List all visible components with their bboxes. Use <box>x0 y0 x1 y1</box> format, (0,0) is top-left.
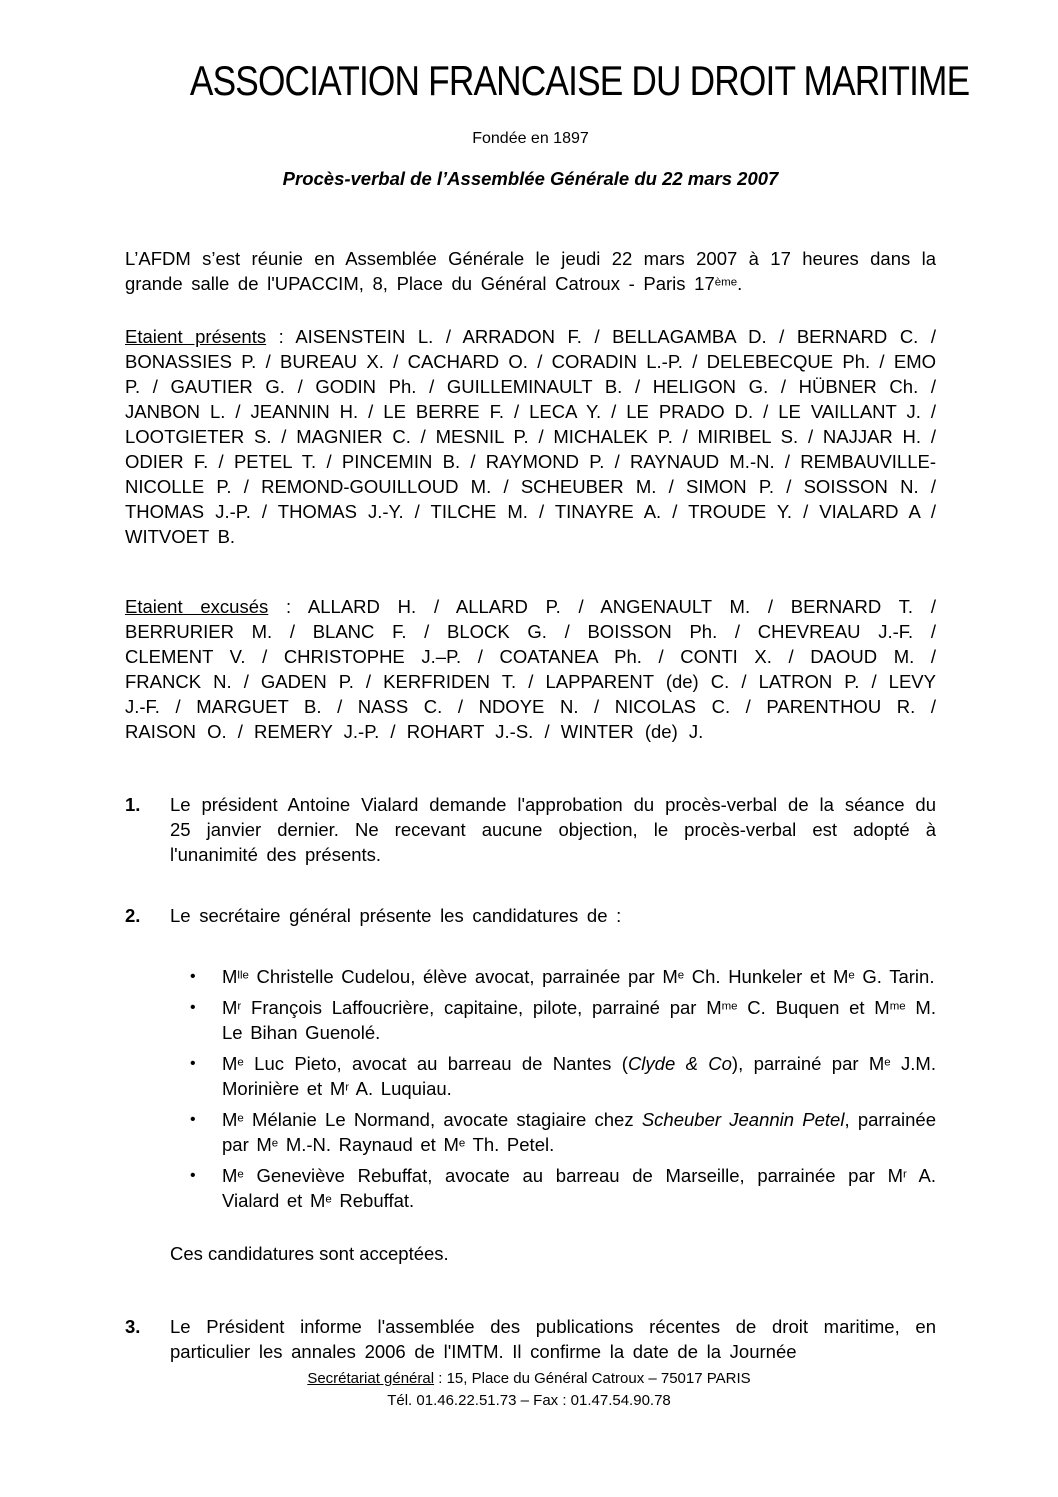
item-number: 1. <box>125 794 141 815</box>
agenda-item-2 <box>125 903 936 928</box>
candidate-text: $M^r$ François Laffoucrière, capitaine, pilote, parrainé par $M^{me}$ C. Buquen et $M^{me}$ M. Le Bihan Guenolé. <box>222 997 936 1043</box>
item-text: Le secrétaire général présente les candidatures de : <box>170 905 622 926</box>
item-text: Le président Antoine Vialard demande l'approbation du procès-verbal de la séance du 25 janvier dernier. Ne recevant aucune objection, le procès-verbal est adopté à l'unanimité des présents. <box>170 794 936 865</box>
acceptance-paragraph: Ces candidatures sont acceptées. <box>170 1243 449 1264</box>
agenda-item-3 <box>125 1314 936 1364</box>
candidate-item <box>190 1163 936 1213</box>
candidate-text: $M^{lle}$ Christelle Cudelou, élève avocat, parrainée par Me Ch. Hunkeler et Me G. Tarin. <box>222 966 935 987</box>
footer-address-line: Secrétariat général : 15, Place du Général Catroux – 75017 PARIS <box>307 1370 751 1387</box>
candidate-item <box>190 964 936 989</box>
item-number: 2. <box>125 905 141 926</box>
document-heading: Procès-verbal de l’Assemblée Générale du 22 mars 2007 <box>282 168 779 189</box>
bullet-icon: • <box>190 1167 196 1184</box>
bullet-icon: • <box>190 1055 196 1072</box>
bullet-icon: • <box>190 999 196 1016</box>
candidate-text: Me Mélanie Le Normand, avocate stagiaire chez Scheuber Jeannin Petel, parrainée par Me M.-N. Raynaud et Me Th. Petel. <box>222 1109 937 1155</box>
candidate-text: Me Luc Pieto, avocat au barreau de Nantes (Clyde & Co), parrainé par Me J.M. Morinière et $M^r$ A. Luquiau. <box>222 1053 936 1099</box>
document-title: ASSOCIATION FRANCAISE DU DROIT MARITIME <box>189 57 970 104</box>
item-text: Le Président informe l'assemblée des publications récentes de droit maritime, en particulier les annales 2006 de l'IMTM. Il confirme la date de la Journée <box>170 1316 936 1362</box>
bullet-icon: • <box>190 968 196 985</box>
excused-list-paragraph: Etaient excusés : ALLARD H. / ALLARD P. / ANGENAULT M. / BERNARD T. / BERRURIER M. / BLANC F. / BLOCK G. / BOISSON Ph. / CHEVREAU J.-F. / CLEMENT V. / CHRISTOPHE J.–P. / COATANEA Ph. / CONTI X. / DAOUD M. / FRANCK N. / GADEN P. / KERFRIDEN T. / LAPPARENT (de) C. / LATRON P. / LEVY J.-F. / MARGUET B. / NASS C. / NDOYE N. / NICOLAS C. / PARENTHOU R. / RAISON O. / REMERY J.-P. / ROHART J.-S. / WINTER (de) J. <box>125 596 936 742</box>
candidate-item <box>190 1051 936 1101</box>
footer <box>0 1368 1058 1412</box>
item-number: 3. <box>125 1316 141 1337</box>
agenda-item-1 <box>125 792 936 867</box>
candidate-list <box>190 964 936 1213</box>
bullet-icon: • <box>190 1111 196 1128</box>
candidate-item <box>190 995 936 1045</box>
footer-phone-line: Tél. 01.46.22.51.73 – Fax : 01.47.54.90.78 <box>387 1392 671 1409</box>
candidate-text: Me Geneviève Rebuffat, avocate au barreau de Marseille, parrainée par $M^r$ A. Vialard et Me Rebuffat. <box>222 1165 936 1211</box>
candidate-item <box>190 1107 936 1157</box>
intro-paragraph: L’AFDM s’est réunie en Assemblée Générale le jeudi 22 mars 2007 à 17 heures dans la grande salle de l'UPACCIM, 8, Place du Général Catroux - Paris 17ème. <box>125 248 936 294</box>
present-list-paragraph: Etaient présents : AISENSTEIN L. / ARRADON F. / BELLAGAMBA D. / BERNARD C. / BONASSIES P. / BUREAU X. / CACHARD O. / CORADIN L.-P. / DELEBECQUE Ph. / EMO P. / GAUTIER G. / GODIN Ph. / GUILLEMINAULT B. / HELIGON G. / HÜBNER Ch. / JANBON L. / JEANNIN H. / LE BERRE F. / LECA Y. / LE PRADO D. / LE VAILLANT J. / LOOTGIETER S. / MAGNIER C. / MESNIL P. / MICHALEK P. / MIRIBEL S. / NAJJAR H. / ODIER F. / PETEL T. / PINCEMIN B. / RAYMOND P. / RAYNAUD M.-N. / REMBAUVILLE-NICOLLE P. / REMOND-GOUILLOUD M. / SCHEUBER M. / SIMON P. / SOISSON N. / THOMAS J.-P. / THOMAS J.-Y. / TILCHE M. / TINAYRE A. / TROUDE Y. / VIALARD A / WITVOET B. <box>125 326 937 547</box>
founded-line: Fondée en 1897 <box>472 130 589 147</box>
